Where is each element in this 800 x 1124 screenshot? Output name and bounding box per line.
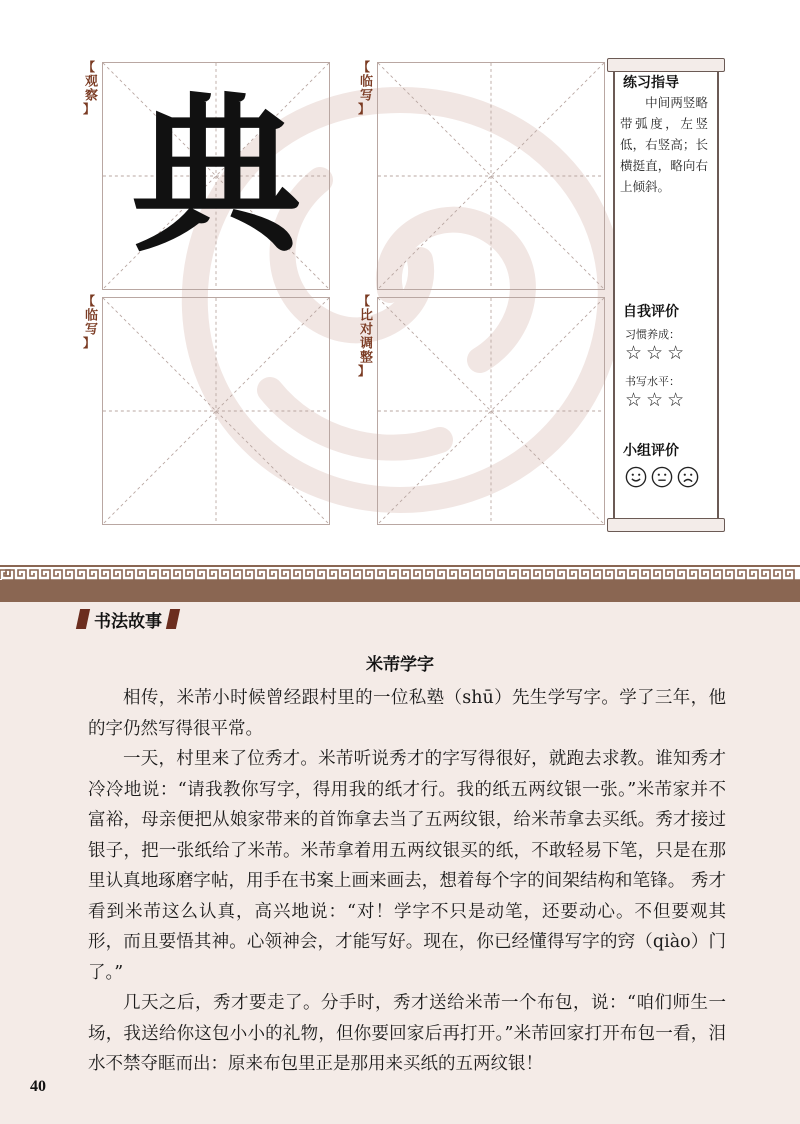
- story-section-tag-label: 书法故事: [94, 611, 162, 632]
- label-observe: 【 观察 】: [82, 60, 97, 116]
- writing-stars[interactable]: ☆☆☆: [625, 389, 689, 411]
- model-character: 典: [130, 76, 301, 276]
- tag-slash-right: [166, 609, 180, 629]
- frown-face-icon[interactable]: [677, 466, 699, 488]
- rice-grid-lines: [378, 298, 604, 524]
- story-section-tag: [78, 607, 178, 631]
- guide-text: 中间两竖略带弧度，左竖低，右竖高；长横挺直，略向右上倾斜。: [620, 95, 708, 194]
- scroll-roller-bottom: [607, 518, 725, 532]
- compare-grid[interactable]: [377, 297, 605, 525]
- group-eval-title: 小组评价: [623, 443, 679, 459]
- writing-label: 书写水平：: [625, 375, 680, 388]
- smile-face-icon[interactable]: [625, 466, 647, 488]
- label-copy-left: 【 临写 】: [82, 294, 97, 350]
- habit-label: 习惯养成：: [625, 328, 680, 341]
- brown-border-band: [0, 580, 800, 602]
- scroll-roller-top: [607, 58, 725, 72]
- self-eval-title: 自我评价: [623, 304, 679, 320]
- label-copy-right: 【 临写 】: [357, 60, 372, 116]
- rice-grid-lines: [378, 63, 604, 289]
- page-number: 40: [30, 1078, 46, 1095]
- neutral-face-icon[interactable]: [651, 466, 673, 488]
- story-body: [88, 683, 726, 1080]
- observe-grid: [102, 62, 330, 290]
- story-paragraph: 相传，米芾小时候曾经跟村里的一位私塾（shū）先生学写字。学了三年，他的字仍然写得很平常。: [88, 688, 726, 739]
- story-title: 米芾学字: [366, 655, 434, 675]
- copy-grid-right[interactable]: [377, 62, 605, 290]
- story-paragraph: 几天之后，秀才要走了。分手时，秀才送给米芾一个布包，说：“咱们师生一场，我送给你这包小小的礼物，但你要回家后再打开。”米芾回家打开布包一看，泪水不禁夺眶而出：原来布包里正是那用来买纸的五两纹银！: [88, 993, 726, 1074]
- label-compare-adjust: 【 比对调整 】: [357, 294, 372, 378]
- rice-grid-lines: [103, 298, 329, 524]
- copy-grid-left[interactable]: [102, 297, 330, 525]
- habit-stars[interactable]: ☆☆☆: [625, 342, 689, 364]
- guide-title: 练习指导: [623, 75, 679, 91]
- tag-slash-left: [76, 609, 90, 629]
- group-eval-faces: [625, 466, 699, 488]
- story-paragraph: 一天，村里来了位秀才。米芾听说秀才的字写得很好，就跑去求教。谁知秀才冷冷地说：“请我教你写字，得用我的纸才行。我的纸五两纹银一张。”米芾家并不富裕，母亲便把从娘家带来的首饰拿去当了五两纹银，给米芾拿去买纸。秀才接过银子，把一张纸给了米芾。米芾拿着用五两纹银买的纸，不敢轻易下笔，只是在那里认真地琢磨字帖，用手在书案上画来画去，想着每个字的间架结构和笔锋。 秀才看到米芾这么认真，高兴地说：“对！学字不只是动笔，还要动心。不但要观其形，而且要悟其神。心领神会，才能写好。现在，你已经懂得写字的窍（qiào）门了。”: [88, 749, 726, 983]
- guide-scroll-panel: [607, 58, 725, 532]
